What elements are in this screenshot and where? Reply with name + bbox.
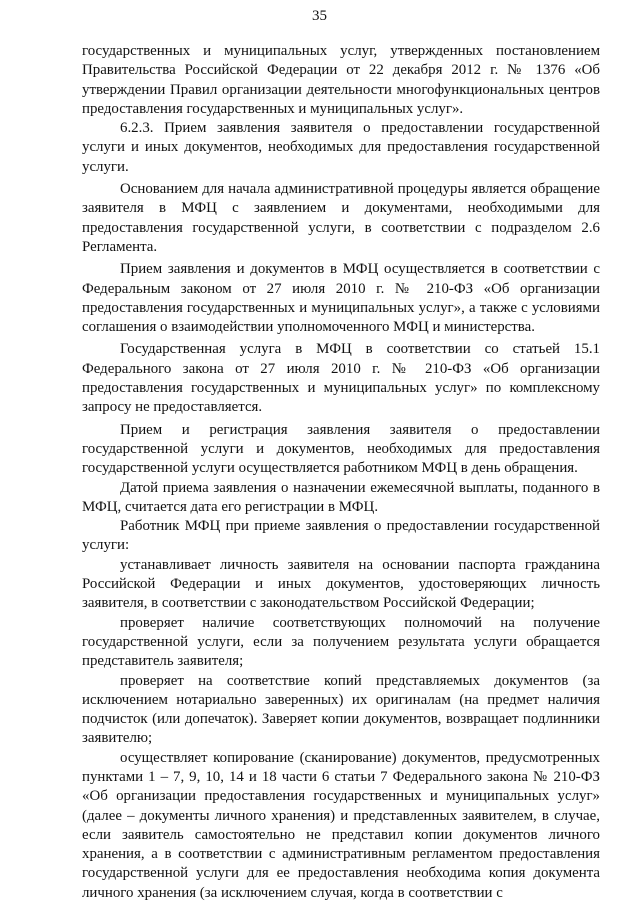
paragraph-reception: Прием заявления и документов в МФЦ осуществляется в соответствии с Федеральным законом от 27 июля 2010 г. № 210-ФЗ «Об организации предоставления государственных и муниципальных услуг», а также с условиями соглашения о взаимодействии уполномоченного МФЦ и министерства.	[82, 261, 600, 336]
list-item-authority: проверяет наличие соответствующих полномочий на получение государственной услуги, если за получением результата услуги обращается представитель заявителя;	[82, 614, 600, 670]
paragraph-registration: Прием и регистрация заявления заявителя о предоставлении государственной услуги и документов, необходимых для предоставления государственной услуги осуществляется работником МФЦ в день обращения.	[82, 421, 600, 477]
page-number: 35	[312, 8, 327, 24]
paragraph-section-6-2-3: 6.2.3. Прием заявления заявителя о предоставлении государственной услуги и иных документов, необходимых для предоставления государственной услуги.	[82, 120, 600, 175]
paragraph-acceptance-date: Датой приема заявления о назначении ежемесячной выплаты, поданного в МФЦ, считается дата его регистрации в МФЦ.	[82, 479, 600, 515]
paragraph-complex-request: Государственная услуга в МФЦ в соответствии со статьей 15.1 Федерального закона от 27 июля 2010 г. № 210-ФЗ «Об организации предоставления государственных и муниципальных услуг» по комплексному запросу не предоставляется.	[82, 341, 600, 416]
paragraph-worker-duties: Работник МФЦ при приеме заявления о предоставлении государственной услуги:	[82, 518, 600, 554]
list-item-copies-check: проверяет на соответствие копий представляемых документов (за исключением нотариально заверенных) их оригиналам (на предмет наличия подчисток (или допечаток). Заверяет копии документов, возвращает подлинники заявителю;	[82, 672, 600, 747]
paragraph-continuation: государственных и муниципальных услуг, утвержденных постановлением Правительства Российской Федерации от 22 декабря 2012 г. № 1376 «Об утверждении Правил организации деятельности многофункциональных центров предоставления государственных и муниципальных услуг».	[82, 43, 600, 117]
paragraph-basis: Основанием для начала административной процедуры является обращение заявителя в МФЦ с заявлением и документами, необходимыми для предоставления государственной услуги, в соответствии с подразделом 2.6 Регламента.	[82, 181, 600, 255]
document-body	[82, 42, 600, 903]
list-item-scanning: осуществляет копирование (сканирование) документов, предусмотренных пунктами 1 – 7, 9, 10, 14 и 18 части 6 статьи 7 Федерального закона № 210-ФЗ «Об организации предоставления государственных и муниципальных услуг» (далее – документы личного хранения) и представленных заявителем, в случае, если заявитель самостоятельно не представил копии документов личного хранения, а в соответствии с административным регламентом предоставления государственной услуги для ее предоставления необходима копия документа личного хранения (за исключением случая, когда в соответствии с	[82, 749, 600, 901]
list-item-identity: устанавливает личность заявителя на основании паспорта гражданина Российской Федерации и иных документов, удостоверяющих личность заявителя, в соответствии с законодательством Российской Федерации;	[82, 556, 600, 612]
